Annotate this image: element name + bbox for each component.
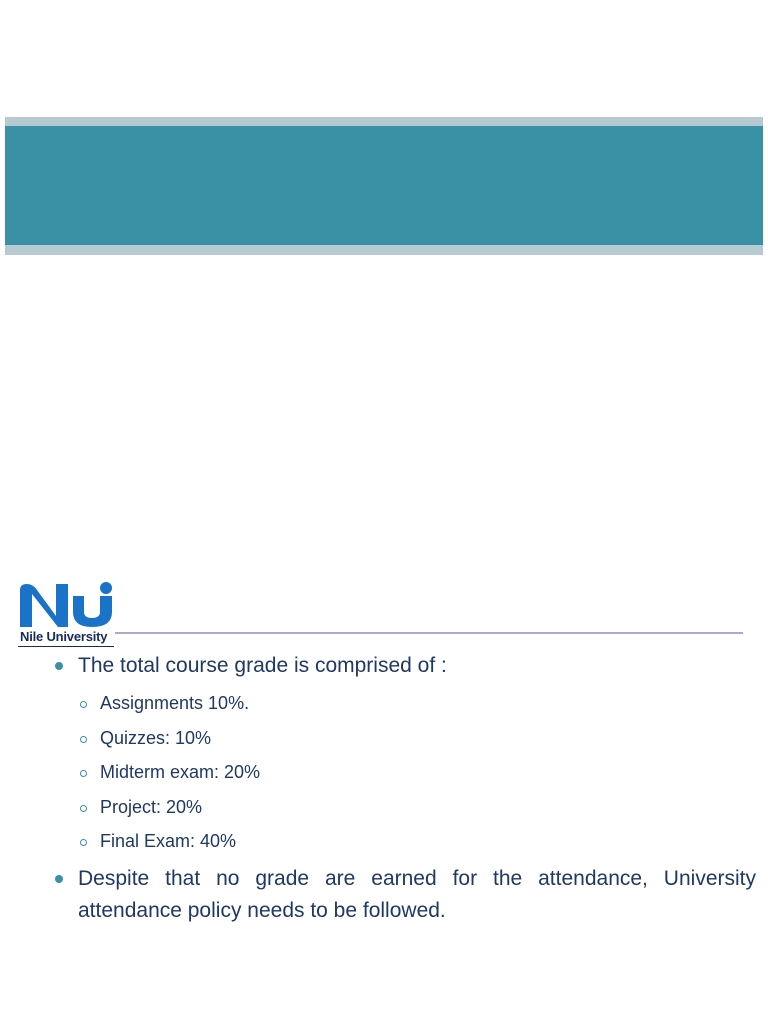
bullet-text: The total course grade is comprised of : — [78, 654, 447, 677]
bullet-item — [50, 863, 756, 927]
bullet-item — [50, 650, 756, 682]
sub-bullet-text: Quizzes: 10% — [100, 727, 212, 748]
sub-bullet-ring-icon — [80, 736, 87, 743]
sub-bullet-item — [50, 755, 756, 790]
bullet-dot-icon — [55, 662, 63, 670]
sub-bullet-item — [50, 790, 756, 825]
sub-bullet-ring-icon — [80, 839, 87, 846]
sub-bullet-item — [50, 824, 756, 859]
sub-bullet-ring-icon — [80, 770, 87, 777]
sub-bullet-text: Midterm exam: 20% — [100, 762, 261, 782]
sub-bullet-item — [50, 686, 756, 721]
sub-bullet-text: Final Exam: 40% — [100, 831, 237, 851]
sub-bullet-ring-icon — [80, 701, 87, 708]
nu-logo-icon — [18, 582, 116, 628]
bullet-text: Despite that no grade are earned for the attendance, University attendance policy needs to be followed. — [78, 866, 756, 922]
slide-header-band — [5, 126, 763, 245]
sub-bullet-item — [50, 721, 756, 756]
logo-underline — [18, 646, 114, 647]
sub-bullet-ring-icon — [80, 805, 87, 812]
sub-bullet-text: Project: 20% — [100, 796, 203, 817]
grade-breakdown-list — [50, 686, 756, 859]
header-divider-line — [115, 632, 743, 634]
bullet-dot-icon — [55, 875, 63, 883]
sub-bullet-text: Assignments 10%. — [100, 693, 250, 713]
slide-content — [50, 650, 756, 927]
slide-header-bar — [5, 117, 763, 255]
logo-wordmark: Nile University — [20, 629, 108, 644]
nile-university-logo — [18, 582, 118, 652]
